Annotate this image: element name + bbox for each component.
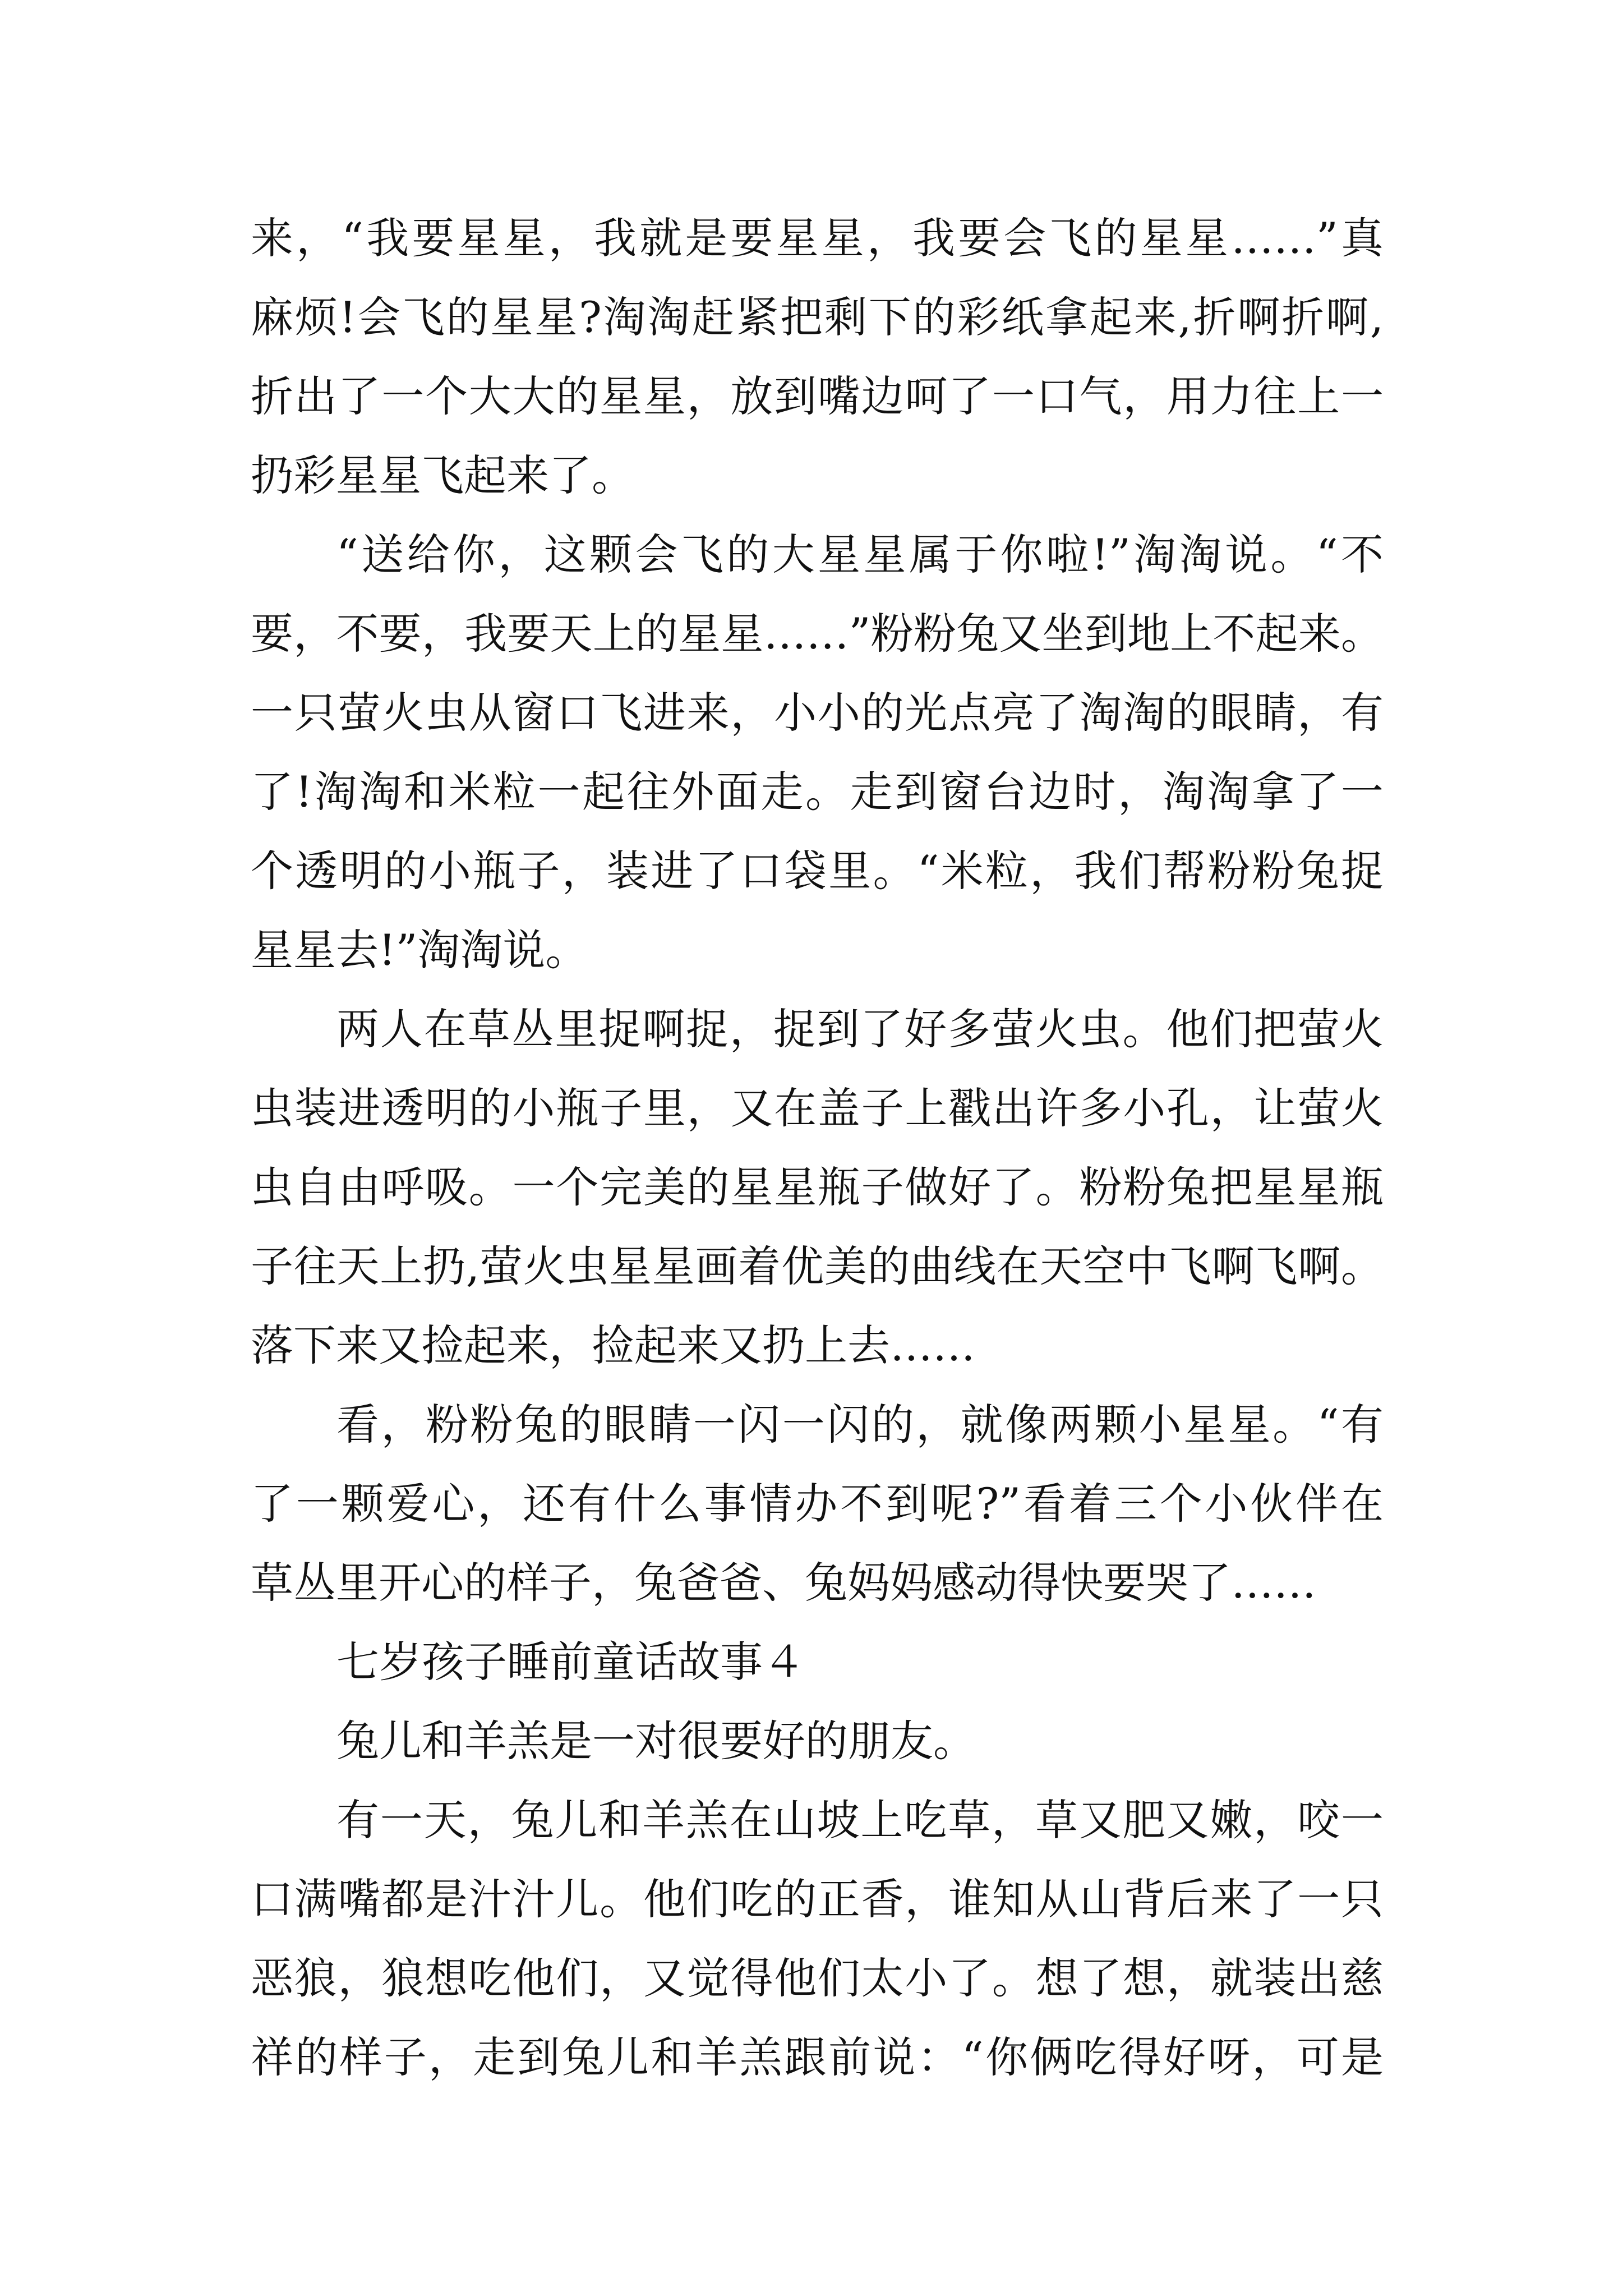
- text-line: 来，“我要星星，我就是要星星，我要会飞的星星……”真: [251, 213, 1384, 263]
- section-heading: 七岁孩子睡前童话故事４: [336, 1637, 805, 1687]
- text-line: 落下来又捡起来，捡起来又扔上去……: [251, 1320, 975, 1370]
- text-line: 恶狼，狼想吃他们，又觉得他们太小了。想了想，就装出慈: [251, 1953, 1384, 2003]
- text-line: 一只萤火虫从窗口飞进来，小小的光点亮了淘淘的眼睛，有: [251, 688, 1384, 738]
- text-line: 祥的样子，走到兔儿和羊羔跟前说：“你俩吃得好呀，可是: [251, 2032, 1384, 2082]
- text-line: 要，不要，我要天上的星星……”粉粉兔又坐到地上不起来。: [251, 609, 1384, 659]
- paragraph-first-line: 兔儿和羊羔是一对很要好的朋友。: [336, 1716, 976, 1766]
- paragraph-first-line: 有一天，兔儿和羊羔在山坡上吃草，草又肥又嫩，咬一: [336, 1795, 1384, 1845]
- text-line: 虫装进透明的小瓶子里，又在盖子上戳出许多小孔，让萤火: [251, 1083, 1384, 1133]
- text-line: 草丛里开心的样子，兔爸爸、兔妈妈感动得快要哭了……: [251, 1558, 1316, 1608]
- text-line: 了!淘淘和米粒一起往外面走。走到窗台边时，淘淘拿了一: [251, 767, 1384, 817]
- text-line: 扔彩星星飞起来了。: [251, 450, 634, 500]
- text-line: 了一颗爱心，还有什么事情办不到呢?”看着三个小伙伴在: [251, 1479, 1384, 1529]
- text-line: 子往天上扔,萤火虫星星画着优美的曲线在天空中飞啊飞啊。: [251, 1241, 1384, 1291]
- paragraph-first-line: 两人在草丛里捉啊捉，捉到了好多萤火虫。他们把萤火: [336, 1004, 1384, 1054]
- text-line: 星星去!”淘淘说。: [251, 925, 588, 975]
- paragraph-first-line: “送给你，这颗会飞的大星星属于你啦!”淘淘说。“不: [336, 530, 1384, 579]
- text-line: 口满嘴都是汁汁儿。他们吃的正香，谁知从山背后来了一只: [251, 1874, 1384, 1924]
- text-line: 折出了一个大大的星星，放到嘴边呵了一口气，用力往上一: [251, 371, 1384, 421]
- text-line: 麻烦!会飞的星星?淘淘赶紧把剩下的彩纸拿起来,折啊折啊,: [251, 292, 1384, 342]
- text-line: 个透明的小瓶子，装进了口袋里。“米粒，我们帮粉粉兔捉: [251, 846, 1384, 896]
- paragraph-first-line: 看，粉粉兔的眼睛一闪一闪的，就像两颗小星星。“有: [336, 1400, 1384, 1450]
- text-line: 虫自由呼吸。一个完美的星星瓶子做好了。粉粉兔把星星瓶: [251, 1162, 1384, 1212]
